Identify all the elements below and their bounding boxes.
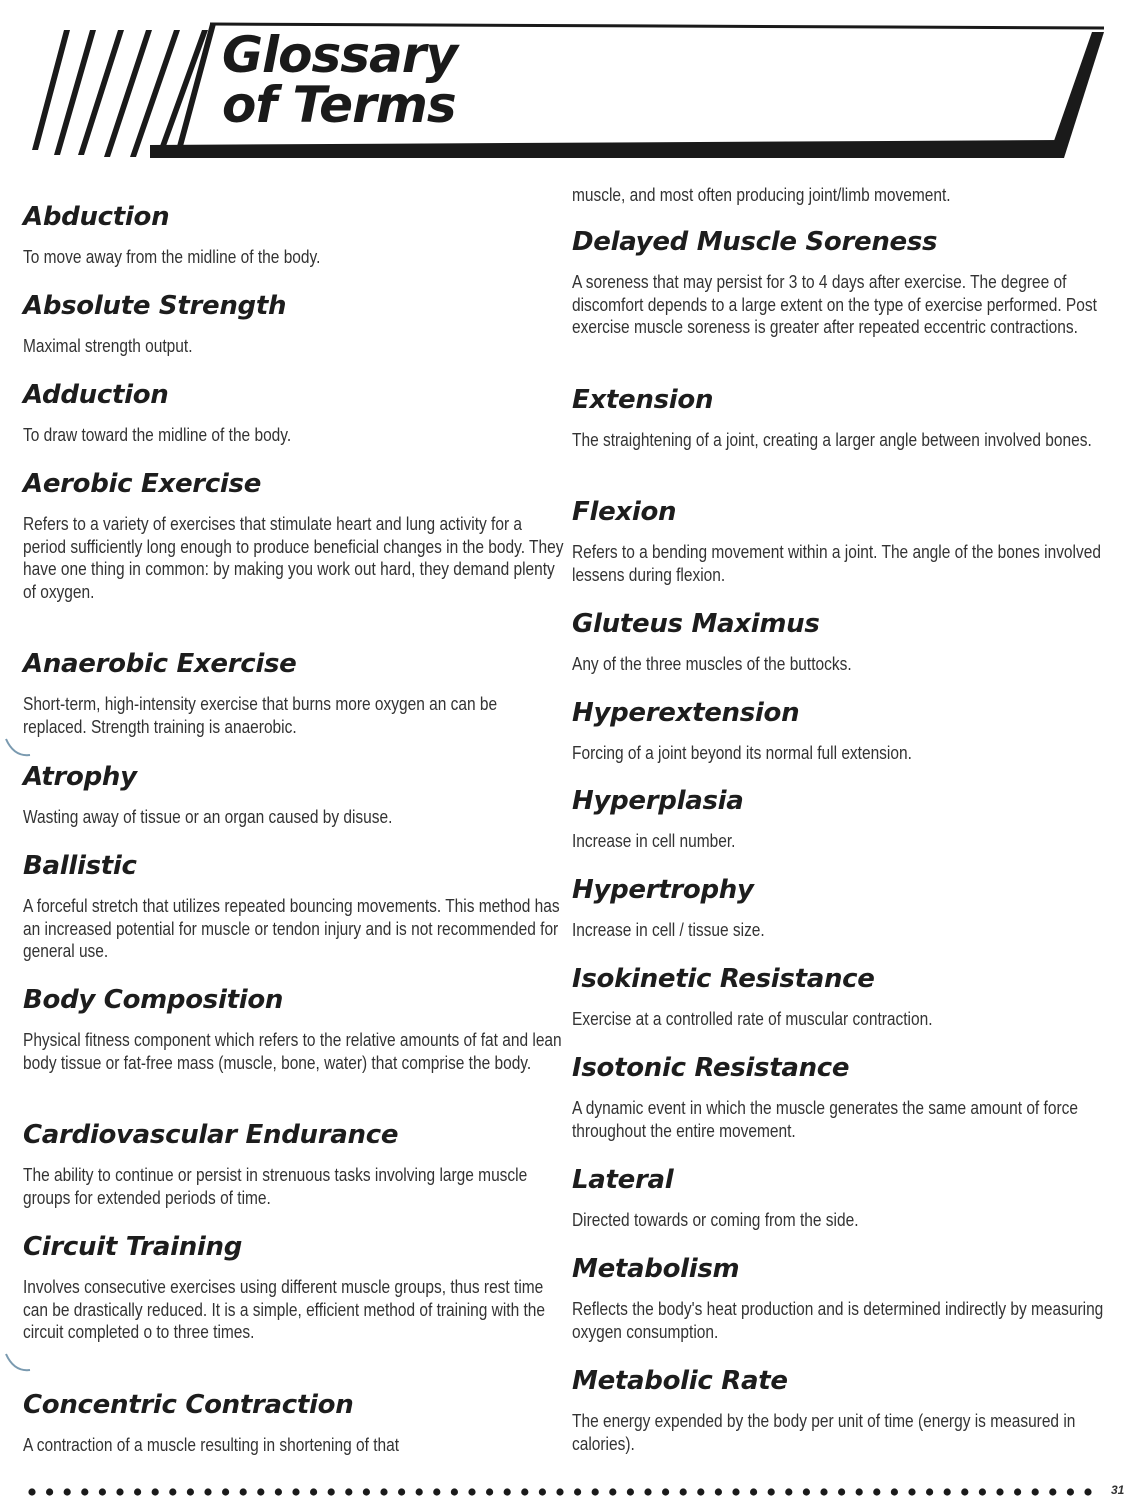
glossary-entry [23,291,563,358]
footer-dot [908,1488,915,1495]
footer-dot [556,1488,563,1495]
footer-dot [715,1488,722,1495]
glossary-definition: The straightening of a joint, creating a larger angle between involved bones. [572,430,1092,450]
footer-dot [64,1488,71,1495]
dotted-rule-graphic [24,1485,1104,1499]
footer-dot [644,1488,651,1495]
glossary-definition: The energy expended by the body per unit of time (energy is measured in calories). [572,1411,1076,1454]
footer-dot [574,1488,581,1495]
footer-dot [1084,1488,1091,1495]
glossary-definition: Exercise at a controlled rate of muscular contraction. [572,1009,933,1029]
footer-dot [486,1488,493,1495]
glossary-entry [572,698,1112,765]
glossary-term: Gluteus Maximus [572,609,820,639]
footer-dot [891,1488,898,1495]
glossary-definition: Short-term, high-intensity exercise that burns more oxygen an can be replaced. Strength training is anaerobic. [23,694,498,737]
footer-dot [803,1488,810,1495]
glossary-entry [23,851,563,963]
footer-dot [979,1488,986,1495]
footer-dot [504,1488,511,1495]
glossary-definition: Wasting away of tissue or an organ caused by disuse. [23,807,393,827]
glossary-entry [23,762,563,829]
footer-dot [609,1488,616,1495]
glossary-term: Atrophy [23,762,137,792]
glossary-definition: A forceful stretch that utilizes repeated bouncing movements. This method has an increased potential for muscle or tendon injury and is not recommended for general use. [23,896,560,961]
page-number: 31 [1111,1483,1125,1497]
glossary-term: Metabolism [572,1254,740,1284]
footer-dot [240,1488,247,1495]
page-header [0,0,1139,165]
footer-dot [222,1488,229,1495]
glossary-entry [572,1366,1112,1455]
footer-dot [768,1488,775,1495]
glossary-term: Ballistic [23,851,137,881]
footer-dot [873,1488,880,1495]
glossary-term: Aerobic Exercise [23,469,262,499]
footer-dot [1067,1488,1074,1495]
glossary-definition: The ability to continue or persist in strenuous tasks involving large muscle groups for extended periods of time. [23,1165,528,1208]
glossary-definition: Refers to a variety of exercises that stimulate heart and lung activity for a period sufficiently long enough to produce beneficial changes in the body. They have one thing in common: by making you work out hard, they demand plenty of oxygen. [23,514,564,602]
footer-dot [169,1488,176,1495]
binding-hole-mark [4,735,34,765]
footer-dot [996,1488,1003,1495]
glossary-term: Body Composition [23,985,284,1015]
glossary-definition: Any of the three muscles of the buttocks. [572,654,852,674]
glossary-entry [572,227,1112,339]
footer-dot [592,1488,599,1495]
glossary-term: Adduction [23,380,169,410]
footer-dot [926,1488,933,1495]
glossary-entry [572,1165,1112,1232]
binding-hole-mark [4,1350,34,1380]
header-stripes-graphic [0,0,1139,165]
footer-dot [204,1488,211,1495]
glossary-entry [572,1254,1112,1343]
glossary-entry [572,497,1112,586]
glossary-entry [572,609,1112,676]
glossary-entry [23,380,563,447]
footer-dot [187,1488,194,1495]
glossary-definition: Refers to a bending movement within a joint. The angle of the bones involved lessens during flexion. [572,542,1101,585]
glossary-entry [572,964,1112,1031]
footer-dot [468,1488,475,1495]
glossary-definition-continued: muscle, and most often producing joint/limb movement. [572,185,951,205]
footer-dot-rule [24,1485,1099,1499]
glossary-term: Isokinetic Resistance [572,964,875,994]
footer-dot [1014,1488,1021,1495]
glossary-term: Abduction [23,202,170,232]
footer-dot [345,1488,352,1495]
footer-dot [416,1488,423,1495]
footer-dot [662,1488,669,1495]
footer-dot [627,1488,634,1495]
footer-dot [257,1488,264,1495]
footer-dot [99,1488,106,1495]
glossary-term: Anaerobic Exercise [23,649,297,679]
footer-dot [856,1488,863,1495]
glossary-entry [23,1390,563,1457]
glossary-entry [572,875,1112,942]
glossary-entry [572,1053,1112,1142]
glossary-definition: A soreness that may persist for 3 to 4 days after exercise. The degree of discomfort depends to a large extent on the type of exercise performed. Post exercise muscle soreness is greater after repeated eccentric contractions. [572,272,1097,337]
glossary-definition: Directed towards or coming from the side. [572,1210,859,1230]
glossary-term: Concentric Contraction [23,1390,354,1420]
glossary-entry [23,985,563,1074]
footer-dot [81,1488,88,1495]
glossary-term: Hyperextension [572,698,800,728]
glossary-term: Extension [572,385,714,415]
glossary-definition: Involves consecutive exercises using different muscle groups, thus rest time can be drastically reduced. It is a simple, efficient method of training with the circuit completed o to three times. [23,1277,546,1342]
footer-dot [292,1488,299,1495]
glossary-definition: Increase in cell / tissue size. [572,920,765,940]
footer-dot [451,1488,458,1495]
glossary-entry [23,202,563,269]
footer-dot [363,1488,370,1495]
footer-dot [539,1488,546,1495]
glossary-definition: Maximal strength output. [23,336,193,356]
glossary-entry [23,469,563,603]
glossary-term: Metabolic Rate [572,1366,788,1396]
footer-dot [433,1488,440,1495]
glossary-term: Delayed Muscle Soreness [572,227,938,257]
glossary-entry [23,1120,563,1209]
footer-dot [46,1488,53,1495]
glossary-term: Isotonic Resistance [572,1053,850,1083]
glossary-definition: Increase in cell number. [572,831,736,851]
footer-dot [785,1488,792,1495]
footer-dot [28,1488,35,1495]
glossary-definition: To draw toward the midline of the body. [23,425,292,445]
glossary-term: Hypertrophy [572,875,754,905]
glossary-term: Flexion [572,497,677,527]
footer-dot [697,1488,704,1495]
glossary-term: Circuit Training [23,1232,243,1262]
footer-dot [961,1488,968,1495]
glossary-entry [23,649,563,738]
footer-dot [152,1488,159,1495]
footer-dot [328,1488,335,1495]
glossary-entry [572,786,1112,853]
footer-dot [732,1488,739,1495]
footer-dot [275,1488,282,1495]
glossary-definition: To move away from the midline of the body. [23,247,321,267]
footer-dot [521,1488,528,1495]
footer-dot [750,1488,757,1495]
glossary-definition: A dynamic event in which the muscle generates the same amount of force throughout the entire movement. [572,1098,1078,1141]
glossary-term: Absolute Strength [23,291,287,321]
title-line-2: of Terms [222,76,456,134]
glossary-term: Hyperplasia [572,786,744,816]
footer-dot [820,1488,827,1495]
glossary-definition: Physical fitness component which refers to the relative amounts of fat and lean body tissue or fat-free mass (muscle, bone, water) that comprise the body. [23,1030,562,1073]
footer-dot [134,1488,141,1495]
footer-dot [1032,1488,1039,1495]
glossary-entry [23,1232,563,1344]
glossary-entry [572,385,1112,452]
footer-dot [680,1488,687,1495]
footer-dot [1049,1488,1056,1495]
glossary-definition: A contraction of a muscle resulting in shortening of that [23,1435,400,1455]
continued-definition [572,184,1112,207]
footer-dot [944,1488,951,1495]
page-title [222,26,458,134]
footer-dot [116,1488,123,1495]
glossary-term: Lateral [572,1165,674,1195]
footer-dot [310,1488,317,1495]
glossary-definition: Reflects the body's heat production and is determined indirectly by measuring oxygen consumption. [572,1299,1104,1342]
glossary-term: Cardiovascular Endurance [23,1120,399,1150]
footer-dot [398,1488,405,1495]
footer-dot [838,1488,845,1495]
footer-dot [380,1488,387,1495]
title-line-1: Glossary [222,26,458,84]
glossary-definition: Forcing of a joint beyond its normal full extension. [572,743,912,763]
